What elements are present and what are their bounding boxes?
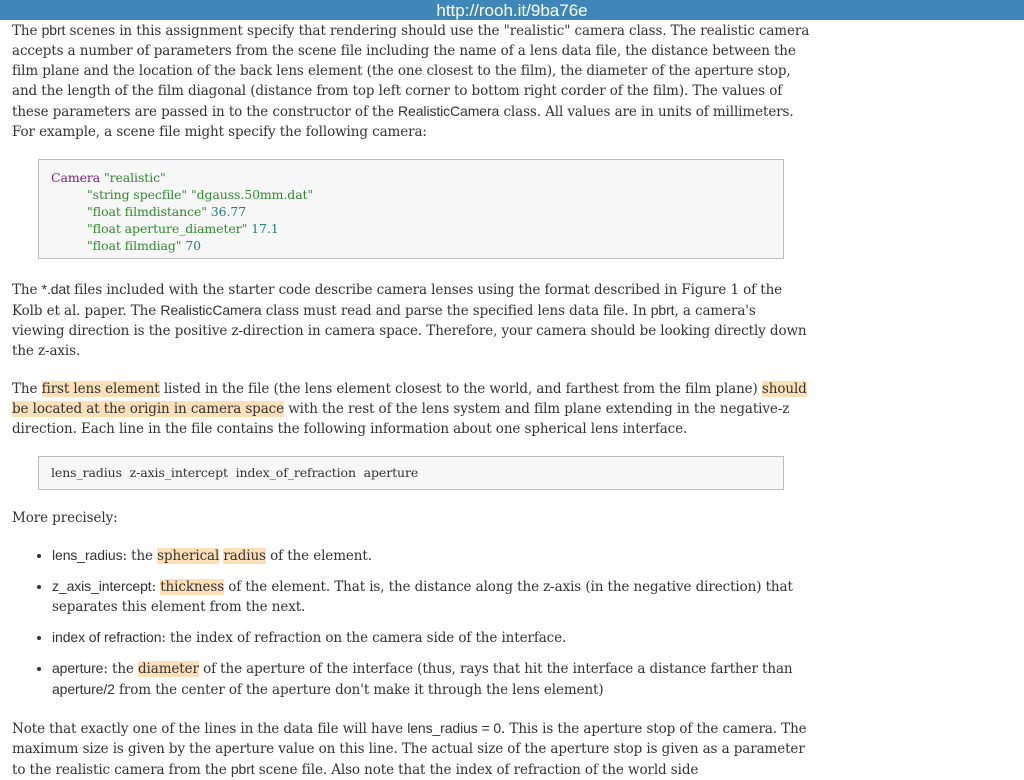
lens-origin-paragraph: The first lens element listed in the file (the lens element closest to the world, and farthest from the film plane) should be located at the origin in camera space with the rest of the lens system and film plane extending in the negative-z direction. Each line in the file contains the following information about one spherical lens interface.	[12, 381, 807, 437]
url-banner[interactable]	[0, 0, 1024, 20]
camera-declaration	[51, 169, 783, 186]
inline-code: lens_radius = 0	[407, 720, 502, 736]
code-param-line: "float filmdiag" 70	[87, 238, 202, 253]
list-item: • aperture: the diameter of the aperture of the interface (thus, rays that hit the interface a distance farther than aperture/2 from the center of the aperture don't make it through the lens element)	[52, 658, 812, 700]
pbrt-term: pbrt	[230, 761, 255, 777]
highlight: should be located at the origin in camera space	[12, 381, 807, 417]
code-param-line: "float filmdistance" 36.77	[87, 204, 247, 219]
list-item: • index of refraction: the index of refraction on the camera side of the interface.	[52, 627, 812, 648]
field-term: lens_radius	[52, 547, 123, 563]
more-precisely-paragraph: More precisely:	[12, 510, 118, 526]
field-term: index of refraction	[52, 629, 162, 645]
class-name: RealisticCamera	[398, 103, 500, 119]
highlight: first lens element	[41, 381, 160, 397]
highlight: thickness	[160, 579, 225, 595]
short-url-link[interactable]: http://rooh.it/9ba76e	[436, 1, 588, 20]
intro-paragraph: The pbrt scenes in this assignment specify that rendering should use the "realistic" camera class. The realistic camera accepts a number of parameters from the scene file including the name of a lens data file, the distance between the film plane and the location of the back lens element (the one closest to the film), the diameter of the aperture stop, and the length of the film diagonal (distance from top left corner to bottom right corder of the film). The values of these parameters are passed in to the constructor of the RealisticCamera class. All values are in units of millimeters. For example, a scene file might specify the following camera:	[12, 22, 810, 140]
highlight: diameter	[138, 661, 199, 677]
list-item: • lens_radius: the spherical radius of the element.	[52, 545, 812, 566]
lens-fields-code-block	[38, 456, 784, 490]
aperture-stop-paragraph: Note that exactly one of the lines in the data file will have lens_radius = 0. This is the aperture stop of the camera. The maximum size is given by the aperture value on this line. The actual size of the aperture stop is given as a parameter to the realistic camera from the pbrt scene file. Also note that the index of refraction of the world side	[12, 720, 807, 778]
pbrt-term: pbrt	[650, 302, 675, 318]
class-name: RealisticCamera	[160, 302, 262, 318]
field-term: aperture/2	[52, 681, 115, 697]
code-keyword: Camera	[51, 170, 101, 185]
camera-type: "realistic"	[103, 170, 166, 185]
field-term: aperture	[52, 660, 104, 676]
camera-code-block	[38, 159, 784, 259]
document-body	[12, 20, 812, 780]
lens-file-paragraph: The *.dat files included with the starter code describe camera lenses using the format described in Figure 1 of the Kolb et al. paper. The RealisticCamera class must read and parse the specified lens data file. In pbrt, a camera's viewing direction is the positive z-direction in camera space. Therefore, your camera should be looking directly down the z-axis.	[12, 281, 807, 359]
lens-fields-line: lens_radius z-axis_intercept index_of_refraction aperture	[51, 465, 419, 480]
highlight: spherical	[157, 548, 220, 564]
code-param-line: "string specfile" "dgauss.50mm.dat"	[87, 187, 314, 202]
file-extension-term: *.dat	[41, 281, 70, 297]
highlight: radius	[223, 548, 266, 564]
list-item: • z_axis_intercept: thickness of the element. That is, the distance along the z-axis (in the negative direction) that separates this element from the next.	[52, 576, 812, 617]
code-param-line: "float aperture_diameter" 17.1	[87, 221, 279, 236]
pbrt-term: pbrt	[41, 22, 66, 38]
field-definition-list	[12, 545, 812, 700]
field-term: z_axis_intercept	[52, 578, 152, 594]
